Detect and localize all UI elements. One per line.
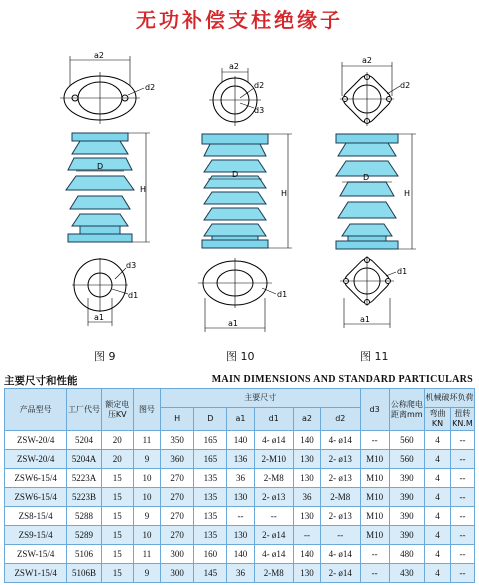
table-cell: M10 [360, 507, 389, 526]
table-cell: -- [450, 469, 474, 488]
table-cell: 390 [389, 469, 424, 488]
table-cell: 9 [133, 507, 160, 526]
fig9-top-view [60, 51, 155, 124]
table-cell: ZSW-20/4 [5, 450, 67, 469]
fig10-a2-label: a2 [229, 62, 239, 71]
table-cell: 270 [160, 526, 193, 545]
table-cell: 11 [133, 431, 160, 450]
table-cell: 20 [101, 450, 133, 469]
header-drawing-no: 工厂代号 [67, 389, 101, 431]
fig9-D-label: D [97, 162, 104, 171]
table-cell: 135 [194, 507, 227, 526]
table-cell: 135 [194, 488, 227, 507]
header-dims: 主要尺寸 [160, 389, 360, 408]
insulator-drawings [0, 36, 479, 346]
table-cell: 390 [389, 507, 424, 526]
table-cell: 36 [227, 564, 254, 583]
fig9-a1-label: a1 [94, 313, 104, 322]
table-cell: 140 [227, 545, 254, 564]
table-cell: 2- ø14 [254, 526, 294, 545]
table-cell: 165 [194, 431, 227, 450]
table-cell: 2- ø13 [254, 488, 294, 507]
table-cell: ZSW6-15/4 [5, 488, 67, 507]
table-cell: 2-M8 [321, 488, 361, 507]
table-cell: 4 [425, 488, 451, 507]
header-H: H [160, 408, 193, 431]
figure-11-caption: 图 11 [360, 350, 389, 363]
table-cell: 15 [101, 564, 133, 583]
table-row [5, 431, 475, 450]
fig11-D-label: D [363, 173, 370, 182]
table-cell: 9 [133, 450, 160, 469]
fig10-D-label: D [232, 170, 239, 179]
table-cell: 11 [133, 545, 160, 564]
table-cell: 130 [294, 469, 321, 488]
table-cell: 4 [425, 564, 451, 583]
table-cell: 36 [227, 469, 254, 488]
table-cell: 140 [294, 431, 321, 450]
table-cell: 430 [389, 564, 424, 583]
table-cell: 4- ø14 [321, 431, 361, 450]
table-cell: 2- ø13 [321, 450, 361, 469]
header-D: D [194, 408, 227, 431]
table-cell: 136 [227, 450, 254, 469]
table-cell: 140 [227, 431, 254, 450]
table-cell: -- [321, 526, 361, 545]
table-cell: -- [360, 431, 389, 450]
header-fig: 图号 [133, 389, 160, 431]
table-cell: 130 [294, 450, 321, 469]
table-cell: M10 [360, 450, 389, 469]
table-cell: 480 [389, 545, 424, 564]
table-row [5, 469, 475, 488]
table-cell: 5288 [67, 507, 101, 526]
fig11-bottom-view [340, 256, 407, 328]
table-cell: 145 [194, 564, 227, 583]
table-cell: 300 [160, 545, 193, 564]
table-cell: 350 [160, 431, 193, 450]
table-cell: 2- ø14 [321, 564, 361, 583]
fig10-d1-label: d1 [277, 290, 288, 299]
fig9-d3-label: d3 [126, 261, 137, 270]
table-cell: 130 [294, 564, 321, 583]
fig11-a2-label: a2 [362, 56, 372, 65]
table-cell: -- [360, 545, 389, 564]
table-cell: 4- ø14 [254, 545, 294, 564]
table-row [5, 507, 475, 526]
table-cell: 270 [160, 488, 193, 507]
table-cell: ZSW6-15/4 [5, 469, 67, 488]
header-bend: 弯曲KN [425, 408, 451, 431]
table-cell: 130 [294, 507, 321, 526]
fig9-a2-label: a2 [94, 51, 104, 60]
table-cell: -- [360, 564, 389, 583]
table-cell: 140 [294, 545, 321, 564]
table-cell: -- [227, 507, 254, 526]
table-cell: 300 [160, 564, 193, 583]
table-cell: 15 [101, 545, 133, 564]
table-cell: ZS9-15/4 [5, 526, 67, 545]
page-title: 无功补偿支柱绝缘子 [136, 8, 343, 32]
table-cell: 390 [389, 526, 424, 545]
table-cell: -- [294, 526, 321, 545]
table-cell: 2- ø13 [321, 507, 361, 526]
fig10-d2-label: d2 [254, 81, 265, 90]
fig10-d3-label: d3 [254, 106, 265, 115]
table-cell: 4 [425, 450, 451, 469]
table-cell: -- [450, 545, 474, 564]
table-cell: -- [450, 488, 474, 507]
header-a2: a2 [294, 408, 321, 431]
header-creepage: 公称爬电距离mm [389, 389, 424, 431]
table-cell: 2-M8 [254, 469, 294, 488]
header-voltage: 额定电压KV [101, 389, 133, 431]
table-cell: ZSW-15/4 [5, 545, 67, 564]
fig9-d1-label: d1 [128, 291, 139, 300]
table-cell: 4 [425, 431, 451, 450]
table-cell: 2- ø13 [321, 469, 361, 488]
table-cell: 10 [133, 526, 160, 545]
header-a1: a1 [227, 408, 254, 431]
table-cell: 135 [194, 469, 227, 488]
header-torsion: 扭转KN.M [450, 408, 474, 431]
table-cell: ZSW1-15/4 [5, 564, 67, 583]
fig10-a1-label: a1 [228, 319, 238, 328]
table-cell: 4- ø14 [254, 431, 294, 450]
table-cell: -- [450, 450, 474, 469]
table-cell: 270 [160, 469, 193, 488]
table-cell: 5223A [67, 469, 101, 488]
table-cell: 4 [425, 507, 451, 526]
header-d2: d2 [321, 408, 361, 431]
table-cell: 4 [425, 545, 451, 564]
table-cell: 160 [194, 545, 227, 564]
fig9-d2-label: d2 [145, 83, 156, 92]
figure-9-caption: 图 9 [94, 350, 116, 363]
table-cell: M10 [360, 526, 389, 545]
table-cell: -- [254, 507, 294, 526]
table-cell: 15 [101, 488, 133, 507]
header-d3: d3 [360, 389, 389, 431]
table-row [5, 488, 475, 507]
fig11-H-label: H [404, 189, 411, 198]
table-cell: 5204 [67, 431, 101, 450]
table-cell: 10 [133, 469, 160, 488]
fig10-top-view [209, 62, 264, 126]
table-cell: -- [450, 564, 474, 583]
fig11-d1-label: d1 [397, 267, 408, 276]
fig9-H-label: H [140, 185, 147, 194]
table-row [5, 526, 475, 545]
table-cell: -- [450, 526, 474, 545]
table-cell: ZSW-20/4 [5, 431, 67, 450]
table-cell: 5204A [67, 450, 101, 469]
fig9-side-view [66, 133, 150, 242]
table-cell: M10 [360, 488, 389, 507]
table-cell: 15 [101, 469, 133, 488]
table-row [5, 450, 475, 469]
section-title-en: MAIN DIMENSIONS AND STANDARD PARTICULARS [211, 374, 473, 385]
table-cell: 165 [194, 450, 227, 469]
header-product: 产品型号 [5, 389, 67, 431]
table-cell: 20 [101, 431, 133, 450]
table-cell: -- [450, 431, 474, 450]
table-cell: M10 [360, 469, 389, 488]
fig11-top-view [340, 56, 410, 126]
figure-10-caption: 图 10 [226, 350, 255, 363]
fig10-side-view [202, 134, 292, 248]
table-cell: 2-M8 [254, 564, 294, 583]
table-cell: 130 [227, 526, 254, 545]
fig11-a1-label: a1 [360, 315, 370, 324]
fig10-H-label: H [281, 189, 288, 198]
table-cell: -- [450, 507, 474, 526]
fig10-bottom-view [198, 258, 287, 332]
table-cell: 15 [101, 526, 133, 545]
fig11-d2-label: d2 [400, 81, 411, 90]
header-d1: d1 [254, 408, 294, 431]
table-cell: 5289 [67, 526, 101, 545]
fig11-side-view [336, 134, 416, 249]
table-cell: 135 [194, 526, 227, 545]
table-cell: 390 [389, 488, 424, 507]
table-cell: 130 [227, 488, 254, 507]
table-cell: 560 [389, 431, 424, 450]
table-cell: 5223B [67, 488, 101, 507]
table-cell: 360 [160, 450, 193, 469]
header-mech: 机械破坏负荷 [425, 389, 475, 408]
dimensions-table [4, 388, 475, 583]
table-cell: 5106B [67, 564, 101, 583]
table-cell: 2-M10 [254, 450, 294, 469]
table-row [5, 545, 475, 564]
table-cell: 560 [389, 450, 424, 469]
table-cell: 270 [160, 507, 193, 526]
table-cell: 36 [294, 488, 321, 507]
table-cell: 9 [133, 564, 160, 583]
table-cell: ZS8-15/4 [5, 507, 67, 526]
table-cell: 4 [425, 526, 451, 545]
table-row [5, 564, 475, 583]
table-cell: 4- ø14 [321, 545, 361, 564]
table-cell: 10 [133, 488, 160, 507]
fig9-bottom-view [72, 258, 138, 326]
table-cell: 4 [425, 469, 451, 488]
table-cell: 5106 [67, 545, 101, 564]
section-title-cn: 主要尺寸和性能 [4, 375, 78, 387]
table-cell: 15 [101, 507, 133, 526]
